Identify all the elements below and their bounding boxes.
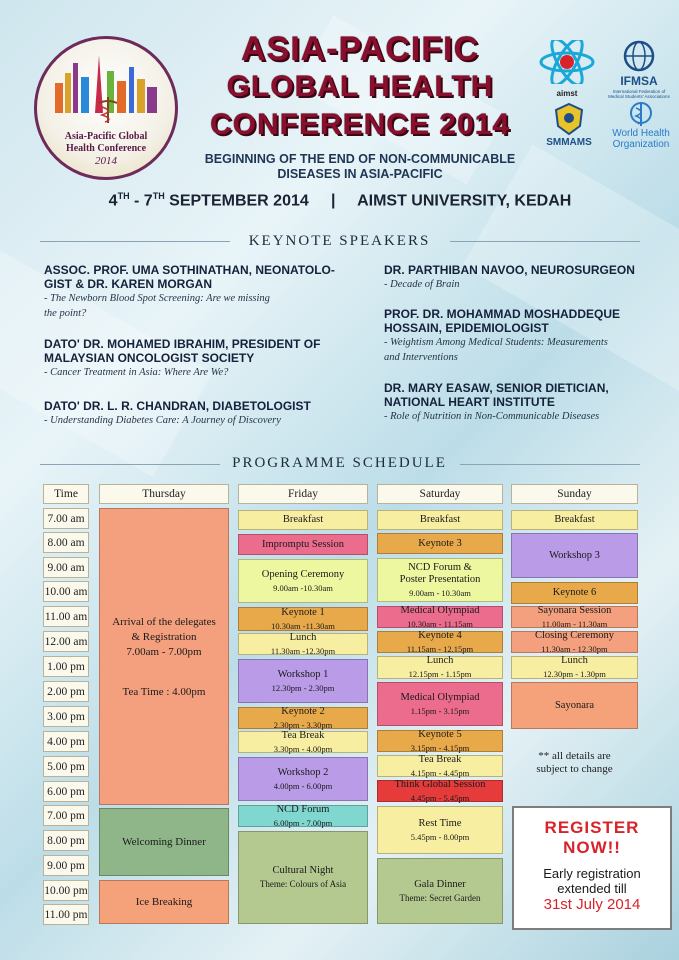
globe-icon bbox=[623, 40, 655, 72]
speaker-entry bbox=[384, 263, 664, 307]
time-slot: 11.00 am bbox=[43, 606, 89, 627]
speaker-topic: the point? bbox=[44, 308, 87, 319]
time-slot: 7.00 am bbox=[43, 508, 89, 529]
registration-title-2: & Registration bbox=[131, 630, 197, 643]
event-title: Breakfast bbox=[282, 514, 324, 525]
event-dates-venue bbox=[40, 191, 640, 210]
conference-theme bbox=[190, 152, 530, 182]
register-note-1: Early registration bbox=[543, 866, 641, 881]
title-line-1: ASIA-PACIFIC bbox=[240, 30, 480, 68]
thursday-welcoming-dinner bbox=[99, 808, 229, 876]
crest-icon bbox=[552, 102, 586, 136]
speaker-topic: - Cancer Treatment in Asia: Where Are We? bbox=[44, 367, 229, 378]
saturday-event bbox=[377, 755, 503, 777]
event-time: 6.00pm - 7.00pm bbox=[273, 817, 333, 828]
header-thursday: Thursday bbox=[99, 484, 229, 504]
who-line-2: Organization bbox=[612, 139, 670, 150]
speaker-name: NATIONAL HEART INSTITUTE bbox=[384, 395, 555, 409]
keynote-right-column bbox=[384, 263, 664, 424]
event-time: 10.30am - 11.15am bbox=[407, 618, 473, 629]
saturday-event bbox=[377, 730, 503, 752]
date-dash: - bbox=[129, 192, 144, 210]
registration-time: 7.00am - 7.00pm bbox=[126, 645, 202, 658]
time-slot: 8.00 am bbox=[43, 532, 89, 553]
event-title: Ice Breaking bbox=[135, 896, 193, 908]
saturday-event bbox=[377, 533, 503, 554]
aimst-label: aimst bbox=[556, 89, 578, 98]
note-line-2: subject to change bbox=[536, 763, 613, 775]
register-deadline: 31st July 2014 bbox=[543, 896, 641, 913]
time-slot: 12.00 am bbox=[43, 631, 89, 652]
event-title: Sayonara Session bbox=[537, 604, 612, 616]
sunday-event bbox=[511, 682, 638, 729]
event-time: 11.00am - 11.30am bbox=[541, 618, 608, 629]
event-title: NCD Forum bbox=[276, 803, 330, 815]
event-time: 5.45pm - 8.00pm bbox=[410, 831, 470, 842]
speaker-entry bbox=[44, 399, 364, 428]
sunday-event bbox=[511, 631, 638, 653]
speaker-topic: - Role of Nutrition in Non-Communicable Diseases bbox=[384, 411, 600, 422]
event-title: Closing Ceremony bbox=[534, 629, 615, 641]
event-time: 10.30am -11.30am bbox=[271, 620, 335, 631]
speaker-entry bbox=[384, 381, 664, 424]
logo-line-1: Asia-Pacific Global bbox=[64, 131, 148, 142]
thursday-registration-block bbox=[99, 508, 229, 805]
event-time: 9.00am -10.30am bbox=[273, 582, 333, 593]
speaker-entry bbox=[44, 337, 364, 399]
event-title: Think Global Session bbox=[394, 778, 486, 790]
time-slot: 6.00 pm bbox=[43, 781, 89, 802]
schedule-heading: PROGRAMME SCHEDULE bbox=[232, 455, 447, 471]
sunday-event bbox=[511, 656, 638, 679]
month-year: SEPTEMBER 2014 bbox=[164, 192, 309, 210]
time-slot: 1.00 pm bbox=[43, 656, 89, 677]
tea-time: Tea Time : 4.00pm bbox=[122, 685, 206, 698]
start-day: 4 bbox=[108, 192, 118, 210]
header-sunday: Sunday bbox=[511, 484, 638, 504]
caduceus-icon bbox=[93, 95, 123, 125]
event-time: 3.15pm - 4.15pm bbox=[410, 742, 470, 753]
event-time: 11.30am -12.30pm bbox=[270, 645, 336, 656]
header-saturday: Saturday bbox=[377, 484, 503, 504]
speaker-name: GIST & DR. KAREN MORGAN bbox=[44, 277, 212, 291]
event-title: Welcoming Dinner bbox=[122, 836, 206, 848]
time-slot: 5.00 pm bbox=[43, 756, 89, 777]
friday-event bbox=[238, 633, 368, 655]
theme-line-1: BEGINNING OF THE END OF NON-COMMUNICABLE bbox=[204, 152, 516, 166]
register-now-box[interactable] bbox=[512, 806, 672, 930]
friday-event bbox=[238, 559, 368, 603]
speaker-name: HOSSAIN, EPIDEMIOLOGIST bbox=[384, 321, 549, 335]
aimst-logo bbox=[538, 40, 596, 98]
schedule-note bbox=[511, 750, 638, 776]
saturday-event bbox=[377, 682, 503, 726]
event-title: Gala Dinner bbox=[414, 878, 466, 890]
logo-line-2: Health Conference bbox=[65, 143, 147, 154]
speaker-name: DATO' DR. L. R. CHANDRAN, DIABETOLOGIST bbox=[44, 399, 311, 413]
conference-logo bbox=[34, 36, 178, 180]
event-title: Breakfast bbox=[554, 514, 595, 525]
friday-event bbox=[238, 731, 368, 753]
end-day: 7 bbox=[143, 192, 153, 210]
register-note-2: extended till bbox=[557, 881, 627, 896]
ifmsa-subtitle: International Federation of Medical Students' Associations bbox=[608, 89, 670, 99]
event-title: Keynote 5 bbox=[418, 728, 462, 740]
title-line-3: CONFERENCE 2014 bbox=[209, 108, 511, 141]
event-title: Keynote 1 bbox=[281, 606, 325, 618]
who-label bbox=[604, 128, 678, 150]
friday-event bbox=[238, 534, 368, 555]
sunday-event bbox=[511, 606, 638, 628]
event-title: Medical Olympiad bbox=[400, 604, 480, 616]
venue: AIMST UNIVERSITY, KEDAH bbox=[357, 192, 572, 210]
theme-line-2: DISEASES IN ASIA-PACIFIC bbox=[277, 167, 443, 181]
event-time: 11.30am - 12.30pm bbox=[541, 643, 608, 654]
who-line-1: World Health bbox=[612, 128, 670, 139]
keynote-heading: KEYNOTE SPEAKERS bbox=[248, 233, 431, 249]
time-slot: 8.00 pm bbox=[43, 830, 89, 851]
speaker-name: DR. MARY EASAW, SENIOR DIETICIAN, bbox=[384, 381, 609, 395]
who-logo bbox=[604, 100, 678, 152]
speaker-entry bbox=[384, 307, 664, 381]
smmams-label: SMMAMS bbox=[546, 137, 592, 148]
speaker-topic: - Weightism Among Medical Students: Measurements bbox=[384, 337, 608, 348]
event-title: Keynote 2 bbox=[281, 705, 325, 717]
speaker-topic: - The Newborn Blood Spot Screening: Are we missing bbox=[44, 293, 270, 304]
time-slot: 2.00 pm bbox=[43, 681, 89, 702]
event-title: Medical Olympiad bbox=[400, 691, 480, 703]
friday-event bbox=[238, 659, 368, 703]
event-title: Lunch bbox=[426, 655, 454, 666]
time-slot: 4.00 pm bbox=[43, 731, 89, 752]
event-title: Opening Ceremony bbox=[261, 568, 345, 580]
ifmsa-label: IFMSA bbox=[620, 74, 658, 88]
note-line-1: ** all details are bbox=[538, 750, 611, 762]
speaker-topic: - Understanding Diabetes Care: A Journey of Discovery bbox=[44, 415, 281, 426]
event-title: Impromptu Session bbox=[262, 538, 344, 550]
time-slot: 3.00 pm bbox=[43, 706, 89, 727]
event-title: NCD Forum & bbox=[408, 561, 472, 573]
saturday-event bbox=[377, 780, 503, 802]
header-friday: Friday bbox=[238, 484, 368, 504]
smmams-logo bbox=[538, 102, 600, 152]
thursday-ice-breaking bbox=[99, 880, 229, 924]
sunday-event bbox=[511, 582, 638, 604]
date-venue-separator: | bbox=[330, 192, 336, 210]
friday-event bbox=[238, 757, 368, 801]
event-title: Workshop 1 bbox=[277, 668, 329, 680]
event-time: Theme: Secret Garden bbox=[399, 892, 481, 903]
event-time: 1.15pm - 3.15pm bbox=[410, 705, 470, 716]
friday-event bbox=[238, 510, 368, 530]
saturday-event bbox=[377, 510, 503, 530]
event-title: Breakfast bbox=[419, 514, 461, 525]
speaker-entry bbox=[44, 263, 364, 323]
saturday-event bbox=[377, 631, 503, 653]
event-title: Tea Break bbox=[281, 729, 325, 741]
saturday-event bbox=[377, 606, 503, 628]
saturday-event bbox=[377, 858, 503, 924]
speaker-topic: - Decade of Brain bbox=[384, 279, 460, 290]
speaker-name: DATO' DR. MOHAMED IBRAHIM, PRESIDENT OF bbox=[44, 337, 321, 351]
keynote-left-column bbox=[44, 263, 364, 428]
event-time: 12.15pm - 1.15pm bbox=[408, 669, 472, 679]
end-day-suffix: TH bbox=[152, 191, 165, 201]
register-subtitle: NOW!! bbox=[563, 838, 621, 857]
event-title: Poster Presentation bbox=[399, 573, 481, 585]
friday-event bbox=[238, 707, 368, 729]
event-title: Lunch bbox=[561, 655, 588, 666]
event-time: 4.45pm - 5.45pm bbox=[410, 792, 470, 803]
event-title: Workshop 2 bbox=[277, 766, 329, 778]
speaker-name: PROF. DR. MOHAMMAD MOSHADDEQUE bbox=[384, 307, 620, 321]
speaker-name: MALAYSIAN ONCOLOGIST SOCIETY bbox=[44, 351, 255, 365]
event-title: Rest Time bbox=[418, 817, 462, 829]
sunday-event bbox=[511, 533, 638, 578]
time-slot: 11.00 pm bbox=[43, 904, 89, 925]
saturday-event bbox=[377, 806, 503, 854]
event-title: Keynote 3 bbox=[418, 537, 462, 549]
atom-icon bbox=[538, 40, 596, 84]
friday-event bbox=[238, 607, 368, 631]
event-title: Workshop 3 bbox=[549, 549, 600, 561]
event-time: 4.15pm - 4.45pm bbox=[410, 767, 470, 778]
event-time: 12.30pm - 1.30pm bbox=[543, 669, 606, 679]
event-time: 9.00am - 10.30am bbox=[409, 587, 471, 598]
header-time: Time bbox=[43, 484, 89, 504]
time-slot: 10.00 am bbox=[43, 581, 89, 602]
time-slot: 9.00 am bbox=[43, 557, 89, 578]
friday-event bbox=[238, 831, 368, 924]
title-line-2: GLOBAL HEALTH bbox=[226, 70, 494, 103]
event-title: Tea Break bbox=[418, 753, 462, 765]
event-title: Lunch bbox=[289, 631, 317, 643]
event-title: Sayonara bbox=[554, 699, 595, 711]
start-day-suffix: TH bbox=[117, 191, 130, 201]
saturday-event bbox=[377, 558, 503, 602]
saturday-event bbox=[377, 656, 503, 679]
logo-year: 2014 bbox=[95, 155, 117, 167]
event-title: Cultural Night bbox=[272, 865, 334, 876]
who-emblem-icon bbox=[626, 100, 656, 128]
sunday-event bbox=[511, 510, 638, 530]
friday-event bbox=[238, 805, 368, 827]
time-slot: 10.00 pm bbox=[43, 880, 89, 901]
speaker-topic: and Interventions bbox=[384, 352, 458, 363]
event-time: 12.30pm - 2.30pm bbox=[271, 682, 335, 693]
event-time: 11.15am - 12.15pm bbox=[406, 643, 474, 654]
event-title: Keynote 4 bbox=[418, 629, 462, 641]
event-time: 3.30pm - 4.00pm bbox=[273, 743, 333, 754]
registration-title-1: Arrival of the delegates bbox=[112, 615, 216, 628]
event-time: Theme: Colours of Asia bbox=[259, 879, 347, 889]
event-title: Keynote 6 bbox=[552, 587, 597, 598]
time-slot: 7.00 pm bbox=[43, 805, 89, 826]
event-time: 4.00pm - 6.00pm bbox=[273, 780, 333, 791]
time-slot: 9.00 pm bbox=[43, 855, 89, 876]
speaker-name: DR. PARTHIBAN NAVOO, NEUROSURGEON bbox=[384, 263, 635, 277]
event-time: 2.30pm - 3.30pm bbox=[273, 719, 333, 730]
register-title: REGISTER bbox=[544, 818, 640, 837]
speaker-name: ASSOC. PROF. UMA SOTHINATHAN, NEONATOLO- bbox=[44, 263, 335, 277]
